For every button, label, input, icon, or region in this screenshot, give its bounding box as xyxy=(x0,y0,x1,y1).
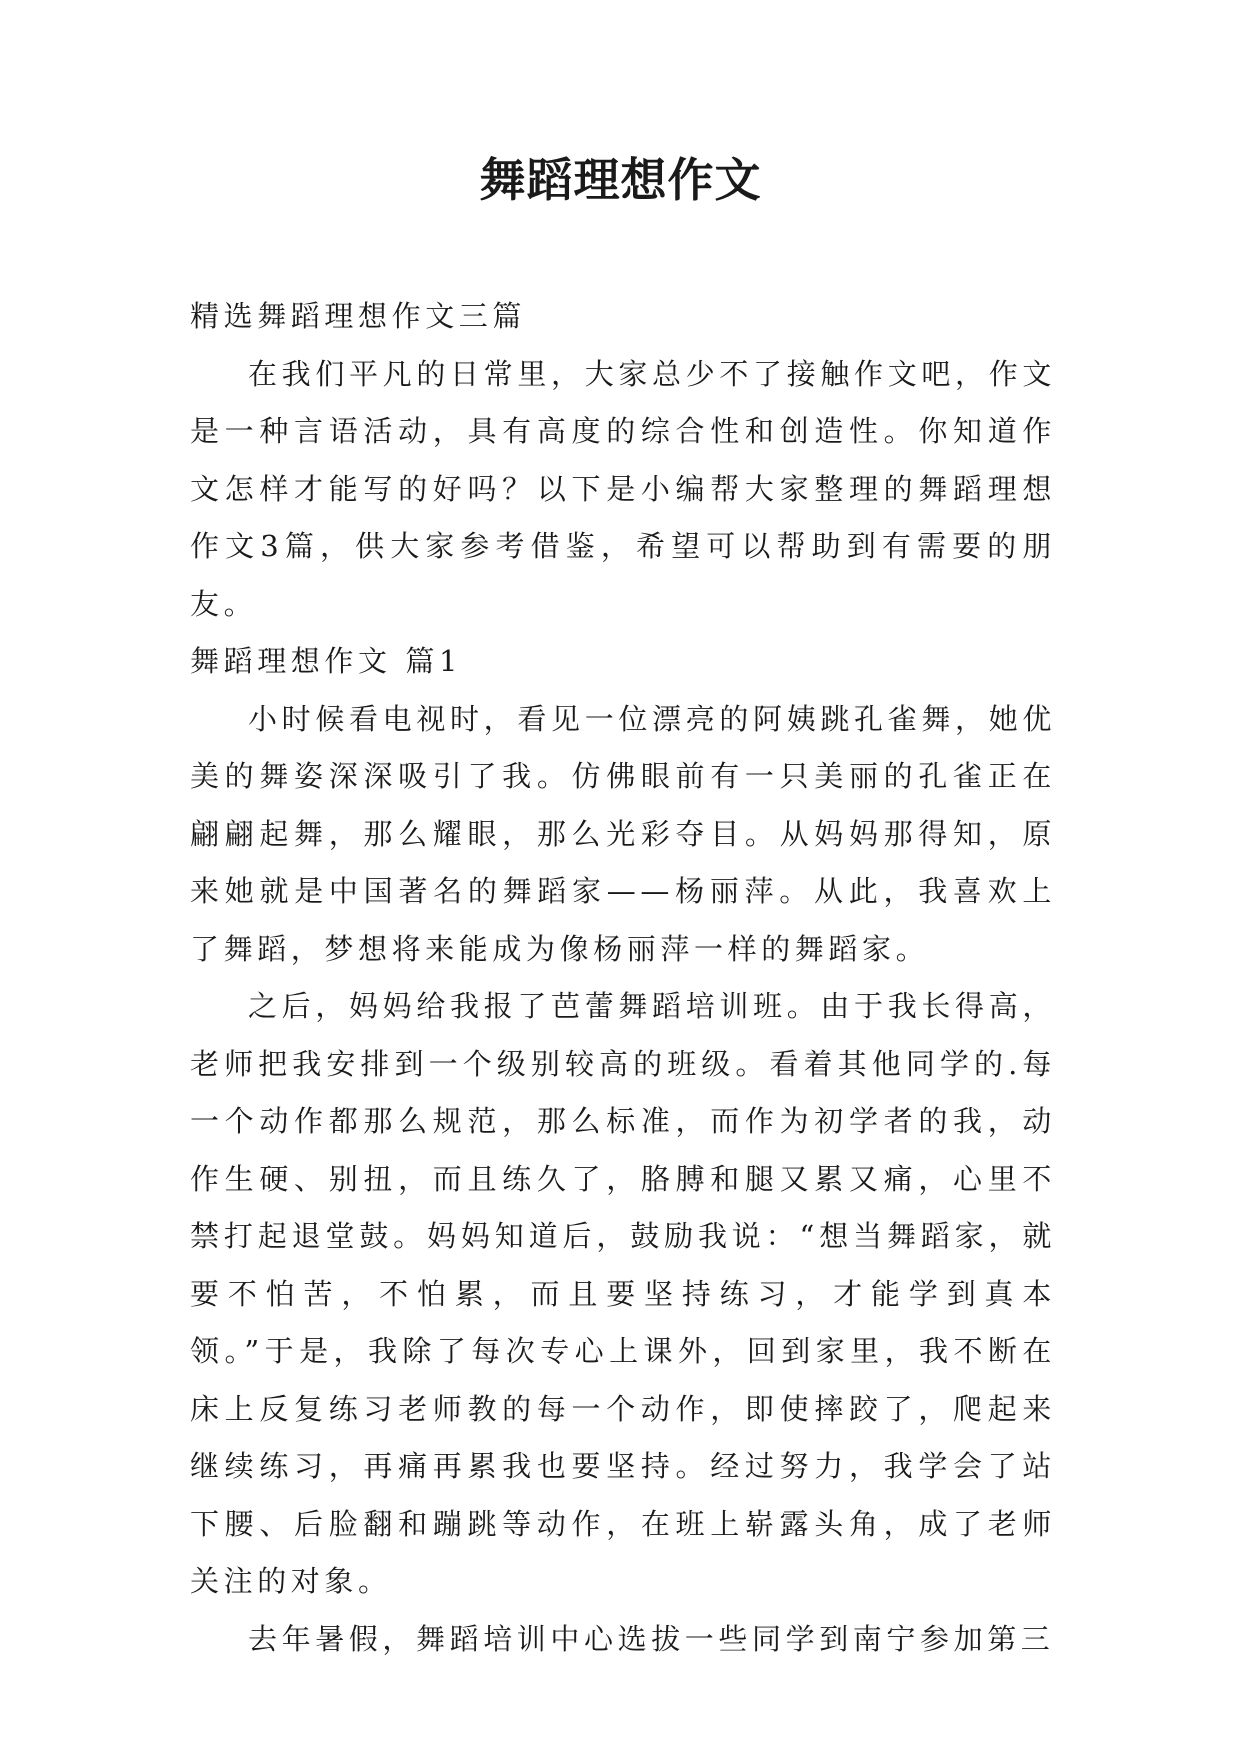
document-body xyxy=(190,288,1056,1668)
intro-paragraph: 在我们平凡的日常里，大家总少不了接触作文吧，作文是一种言语活动，具有高度的综合性和创造性。你知道作文怎样才能写的好吗？以下是小编帮大家整理的舞蹈理想作文3篇，供大家参考借鉴，希望可以帮助到有需要的朋友。 xyxy=(190,356,1056,621)
body-paragraph: 之后，妈妈给我报了芭蕾舞蹈培训班。由于我长得高，老师把我安排到一个级别较高的班级。看着其他同学的.每一个动作都那么规范，那么标准，而作为初学者的我，动作生硬、别扭，而且练久了，胳膊和腿又累又痛，心里不禁打起退堂鼓。妈妈知道后，鼓励我说：“想当舞蹈家，就要不怕苦，不怕累，而且要坚持练习，才能学到真本领。”于是，我除了每次专心上课外，回到家里，我不断在床上反复练习老师教的每一个动作，即使摔跤了，爬起来继续练习，再痛再累我也要坚持。经过努力，我学会了站下腰、后脸翻和蹦跳等动作，在班上崭露头角，成了老师关注的对象。 xyxy=(190,989,1056,1598)
section-heading: 舞蹈理想作文 篇1 xyxy=(190,644,463,678)
body-paragraph: 小时候看电视时，看见一位漂亮的阿姨跳孔雀舞，她优美的舞姿深深吸引了我。仿佛眼前有一只美丽的孔雀正在翩翩起舞，那么耀眼，那么光彩夺目。从妈妈那得知，原来她就是中国著名的舞蹈家——杨丽萍。从此，我喜欢上了舞蹈，梦想将来能成为像杨丽萍一样的舞蹈家。 xyxy=(190,701,1056,966)
document-title: 舞蹈理想作文 xyxy=(479,153,762,207)
body-paragraph: 去年暑假，舞蹈培训中心选拔一些同学到南宁参加第三 xyxy=(248,1621,1055,1656)
document-subtitle: 精选舞蹈理想作文三篇 xyxy=(190,299,527,333)
